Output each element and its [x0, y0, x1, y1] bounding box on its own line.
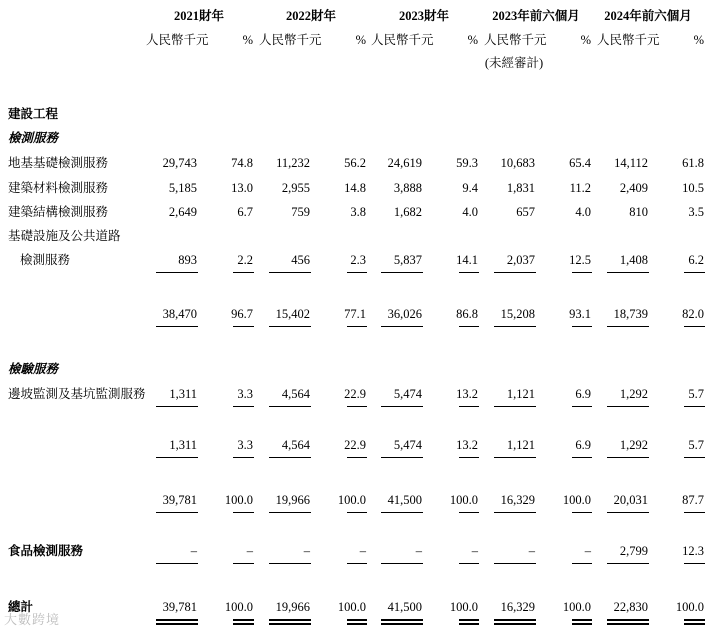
- rule-5-pct-2: [459, 563, 479, 564]
- cell-structure-pct-0: 6.7: [237, 205, 253, 219]
- rule-4-amount-4: [607, 512, 649, 513]
- rule-2-amount-3: [494, 406, 536, 407]
- cell-construction_total-pct-1: 100.0: [337, 493, 366, 507]
- rule-total-1-amount-0: [156, 623, 198, 625]
- cell-infrastructure-pct-4: 6.2: [688, 253, 704, 267]
- cell-food-amount-0: –: [190, 544, 197, 558]
- rule-0-pct-2: [459, 272, 479, 273]
- cell-materials-amount-3: 1,831: [506, 181, 535, 195]
- rule-4-amount-1: [269, 512, 311, 513]
- cell-inspection_subtotal-amount-3: 1,121: [506, 438, 535, 452]
- col-4-amount-unit: 人民幣千元: [597, 33, 660, 47]
- cell-structure-amount-1: 759: [291, 205, 310, 219]
- cell-food-amount-4: 2,799: [619, 544, 648, 558]
- col-1-year: 2022財年: [285, 9, 336, 23]
- cell-grand_total-pct-4: 100.0: [675, 600, 704, 614]
- rule-0-amount-0: [156, 272, 198, 273]
- rule-1-pct-3: [572, 326, 592, 327]
- cell-slope-pct-2: 13.2: [456, 387, 478, 401]
- rule-5-amount-3: [494, 563, 536, 564]
- rule-total-0-pct-0: [233, 619, 254, 621]
- cell-slope-amount-4: 1,292: [619, 387, 648, 401]
- rule-total-0-amount-4: [607, 619, 649, 621]
- col-3-note: (未經審計): [484, 56, 544, 70]
- cell-foundation-amount-0: 29,743: [162, 156, 197, 170]
- cell-materials-pct-4: 10.5: [682, 181, 704, 195]
- cell-slope-pct-3: 6.9: [575, 387, 591, 401]
- rule-2-amount-0: [156, 406, 198, 407]
- cell-inspection_subtotal-pct-3: 6.9: [575, 438, 591, 452]
- col-0-year: 2021財年: [173, 9, 224, 23]
- rule-total-0-amount-0: [156, 619, 198, 621]
- row-label-infrastructure-1: 基礎設施及公共道路: [8, 229, 121, 243]
- cell-materials-pct-0: 13.0: [231, 181, 253, 195]
- row-label-foundation: 地基基礎檢測服務: [8, 156, 109, 170]
- cell-infrastructure-amount-1: 456: [291, 253, 310, 267]
- cell-construction_total-amount-2: 41,500: [387, 493, 422, 507]
- rule-3-amount-1: [269, 457, 311, 458]
- rule-5-pct-4: [684, 563, 705, 564]
- col-0-pct-unit: %: [242, 33, 253, 47]
- cell-slope-pct-4: 5.7: [688, 387, 704, 401]
- rule-total-1-pct-0: [233, 623, 254, 625]
- rule-3-pct-4: [684, 457, 705, 458]
- rule-2-amount-2: [381, 406, 423, 407]
- cell-construction_total-amount-3: 16,329: [500, 493, 535, 507]
- col-3-amount-unit: 人民幣千元: [484, 33, 547, 47]
- rule-0-pct-1: [347, 272, 367, 273]
- rule-4-pct-1: [347, 512, 367, 513]
- rule-total-0-amount-3: [494, 619, 536, 621]
- rule-1-amount-1: [269, 326, 311, 327]
- cell-materials-pct-3: 11.2: [569, 181, 591, 195]
- rule-0-pct-0: [233, 272, 254, 273]
- section-construction: 建設工程: [8, 107, 59, 121]
- cell-foundation-pct-2: 59.3: [456, 156, 478, 170]
- cell-infrastructure-amount-0: 893: [178, 253, 197, 267]
- cell-infrastructure-pct-2: 14.1: [456, 253, 478, 267]
- rule-3-pct-0: [233, 457, 254, 458]
- rule-3-pct-3: [572, 457, 592, 458]
- cell-construction_total-amount-1: 19,966: [275, 493, 310, 507]
- row-label-food: 食品檢測服務: [8, 544, 84, 558]
- rule-5-amount-4: [607, 563, 649, 564]
- cell-infrastructure-amount-4: 1,408: [619, 253, 648, 267]
- cell-grand_total-pct-0: 100.0: [224, 600, 253, 614]
- cell-food-pct-2: –: [471, 544, 478, 558]
- cell-structure-pct-4: 3.5: [688, 205, 704, 219]
- cell-construction_total-pct-2: 100.0: [449, 493, 478, 507]
- cell-testing_subtotal-amount-1: 15,402: [275, 307, 310, 321]
- rule-4-pct-0: [233, 512, 254, 513]
- cell-grand_total-amount-4: 22,830: [613, 600, 648, 614]
- cell-infrastructure-amount-2: 5,837: [393, 253, 422, 267]
- cell-materials-amount-2: 3,888: [393, 181, 422, 195]
- rule-5-amount-1: [269, 563, 311, 564]
- rule-3-amount-3: [494, 457, 536, 458]
- col-4-year: 2024年前六個月: [604, 9, 692, 23]
- cell-foundation-pct-1: 56.2: [344, 156, 366, 170]
- rule-3-amount-4: [607, 457, 649, 458]
- rule-4-amount-3: [494, 512, 536, 513]
- cell-inspection_subtotal-amount-0: 1,311: [169, 438, 197, 452]
- cell-infrastructure-pct-0: 2.2: [237, 253, 253, 267]
- rule-5-pct-3: [572, 563, 592, 564]
- cell-structure-pct-3: 4.0: [575, 205, 591, 219]
- row-label-infrastructure-2: 檢測服務: [20, 253, 71, 267]
- cell-testing_subtotal-amount-4: 18,739: [613, 307, 648, 321]
- cell-materials-amount-4: 2,409: [619, 181, 648, 195]
- cell-construction_total-pct-3: 100.0: [562, 493, 591, 507]
- col-1-pct-unit: %: [355, 33, 366, 47]
- cell-materials-pct-1: 14.8: [344, 181, 366, 195]
- cell-materials-pct-2: 9.4: [462, 181, 478, 195]
- cell-foundation-amount-3: 10,683: [500, 156, 535, 170]
- rule-1-pct-1: [347, 326, 367, 327]
- rule-2-pct-3: [572, 406, 592, 407]
- cell-structure-pct-1: 3.8: [350, 205, 366, 219]
- cell-slope-amount-2: 5,474: [393, 387, 422, 401]
- rule-2-pct-0: [233, 406, 254, 407]
- cell-inspection_subtotal-amount-2: 5,474: [393, 438, 422, 452]
- col-0-amount-unit: 人民幣千元: [146, 33, 209, 47]
- cell-testing_subtotal-pct-0: 96.7: [231, 307, 253, 321]
- cell-food-amount-2: –: [415, 544, 422, 558]
- rule-total-1-pct-2: [459, 623, 479, 625]
- section-testing: 檢測服務: [8, 131, 59, 145]
- rule-4-amount-0: [156, 512, 198, 513]
- col-4-pct-unit: %: [693, 33, 704, 47]
- cell-food-pct-1: –: [359, 544, 366, 558]
- row-label-materials: 建築材料檢測服務: [8, 181, 109, 195]
- col-1-amount-unit: 人民幣千元: [259, 33, 322, 47]
- rule-1-pct-4: [684, 326, 705, 327]
- rule-total-0-pct-4: [684, 619, 705, 621]
- rule-0-amount-2: [381, 272, 423, 273]
- col-3-pct-unit: %: [580, 33, 591, 47]
- cell-grand_total-amount-1: 19,966: [275, 600, 310, 614]
- cell-food-amount-3: –: [528, 544, 535, 558]
- rule-4-pct-2: [459, 512, 479, 513]
- rule-0-amount-1: [269, 272, 311, 273]
- rule-total-1-pct-4: [684, 623, 705, 625]
- cell-grand_total-pct-2: 100.0: [449, 600, 478, 614]
- cell-foundation-pct-4: 61.8: [682, 156, 704, 170]
- rule-4-pct-3: [572, 512, 592, 513]
- col-2-amount-unit: 人民幣千元: [371, 33, 434, 47]
- rule-1-amount-3: [494, 326, 536, 327]
- cell-testing_subtotal-pct-1: 77.1: [344, 307, 366, 321]
- rule-total-0-pct-2: [459, 619, 479, 621]
- row-label-slope: 邊坡監測及基坑監測服務: [8, 387, 146, 401]
- rule-0-pct-3: [572, 272, 592, 273]
- cell-foundation-pct-3: 65.4: [569, 156, 591, 170]
- cell-inspection_subtotal-amount-4: 1,292: [619, 438, 648, 452]
- cell-slope-amount-1: 4,564: [281, 387, 310, 401]
- rule-1-pct-2: [459, 326, 479, 327]
- cell-slope-amount-0: 1,311: [169, 387, 197, 401]
- rule-total-1-amount-1: [269, 623, 311, 625]
- rule-total-1-amount-4: [607, 623, 649, 625]
- rule-4-pct-4: [684, 512, 705, 513]
- rule-0-amount-4: [607, 272, 649, 273]
- rule-4-amount-2: [381, 512, 423, 513]
- rule-5-amount-0: [156, 563, 198, 564]
- rule-3-pct-1: [347, 457, 367, 458]
- cell-grand_total-amount-2: 41,500: [387, 600, 422, 614]
- col-2-year: 2023財年: [398, 9, 449, 23]
- cell-testing_subtotal-pct-4: 82.0: [682, 307, 704, 321]
- rule-2-amount-1: [269, 406, 311, 407]
- rule-0-pct-4: [684, 272, 705, 273]
- cell-inspection_subtotal-pct-4: 5.7: [688, 438, 704, 452]
- rule-total-0-amount-2: [381, 619, 423, 621]
- rule-total-0-amount-1: [269, 619, 311, 621]
- rule-2-pct-2: [459, 406, 479, 407]
- cell-grand_total-pct-3: 100.0: [562, 600, 591, 614]
- cell-structure-amount-2: 1,682: [393, 205, 422, 219]
- rule-total-1-pct-3: [572, 623, 592, 625]
- watermark-logo: 大數跨境: [4, 613, 61, 628]
- col-3-year: 2023年前六個月: [492, 9, 580, 23]
- rule-2-pct-4: [684, 406, 705, 407]
- rule-total-0-pct-3: [572, 619, 592, 621]
- rule-5-pct-1: [347, 563, 367, 564]
- section-inspection: 檢驗服務: [8, 362, 59, 376]
- rule-1-amount-0: [156, 326, 198, 327]
- cell-testing_subtotal-amount-0: 38,470: [162, 307, 197, 321]
- rule-3-amount-2: [381, 457, 423, 458]
- cell-construction_total-amount-4: 20,031: [613, 493, 648, 507]
- cell-foundation-amount-2: 24,619: [387, 156, 422, 170]
- rule-3-pct-2: [459, 457, 479, 458]
- cell-inspection_subtotal-amount-1: 4,564: [281, 438, 310, 452]
- cell-infrastructure-pct-1: 2.3: [350, 253, 366, 267]
- rule-0-amount-3: [494, 272, 536, 273]
- rule-2-amount-4: [607, 406, 649, 407]
- cell-structure-pct-2: 4.0: [462, 205, 478, 219]
- cell-testing_subtotal-amount-2: 36,026: [387, 307, 422, 321]
- cell-infrastructure-pct-3: 12.5: [569, 253, 591, 267]
- cell-food-pct-4: 12.3: [682, 544, 704, 558]
- cell-grand_total-amount-0: 39,781: [162, 600, 197, 614]
- cell-foundation-amount-1: 11,232: [276, 156, 310, 170]
- cell-inspection_subtotal-pct-2: 13.2: [456, 438, 478, 452]
- row-label-grand-total: 總計: [8, 600, 34, 614]
- cell-structure-amount-4: 810: [629, 205, 648, 219]
- cell-structure-amount-3: 657: [516, 205, 535, 219]
- cell-infrastructure-amount-3: 2,037: [506, 253, 535, 267]
- cell-inspection_subtotal-pct-1: 22.9: [344, 438, 366, 452]
- cell-foundation-amount-4: 14,112: [614, 156, 648, 170]
- rule-1-pct-0: [233, 326, 254, 327]
- cell-testing_subtotal-pct-2: 86.8: [456, 307, 478, 321]
- cell-testing_subtotal-pct-3: 93.1: [569, 307, 591, 321]
- cell-construction_total-amount-0: 39,781: [162, 493, 197, 507]
- rule-5-amount-2: [381, 563, 423, 564]
- rule-1-amount-2: [381, 326, 423, 327]
- cell-materials-amount-0: 5,185: [168, 181, 197, 195]
- rule-2-pct-1: [347, 406, 367, 407]
- cell-materials-amount-1: 2,955: [281, 181, 310, 195]
- rule-total-0-pct-1: [347, 619, 367, 621]
- cell-grand_total-amount-3: 16,329: [500, 600, 535, 614]
- cell-food-amount-1: –: [303, 544, 310, 558]
- rule-1-amount-4: [607, 326, 649, 327]
- col-2-pct-unit: %: [467, 33, 478, 47]
- cell-slope-pct-0: 3.3: [237, 387, 253, 401]
- cell-food-pct-0: –: [246, 544, 253, 558]
- rule-total-1-pct-1: [347, 623, 367, 625]
- cell-grand_total-pct-1: 100.0: [337, 600, 366, 614]
- cell-foundation-pct-0: 74.8: [231, 156, 253, 170]
- cell-food-pct-3: –: [584, 544, 591, 558]
- cell-structure-amount-0: 2,649: [168, 205, 197, 219]
- cell-slope-pct-1: 22.9: [344, 387, 366, 401]
- cell-slope-amount-3: 1,121: [506, 387, 535, 401]
- rule-5-pct-0: [233, 563, 254, 564]
- cell-testing_subtotal-amount-3: 15,208: [500, 307, 535, 321]
- cell-construction_total-pct-4: 87.7: [682, 493, 704, 507]
- cell-construction_total-pct-0: 100.0: [224, 493, 253, 507]
- rule-3-amount-0: [156, 457, 198, 458]
- rule-total-1-amount-3: [494, 623, 536, 625]
- cell-inspection_subtotal-pct-0: 3.3: [237, 438, 253, 452]
- row-label-structure: 建築結構檢測服務: [8, 205, 109, 219]
- rule-total-1-amount-2: [381, 623, 423, 625]
